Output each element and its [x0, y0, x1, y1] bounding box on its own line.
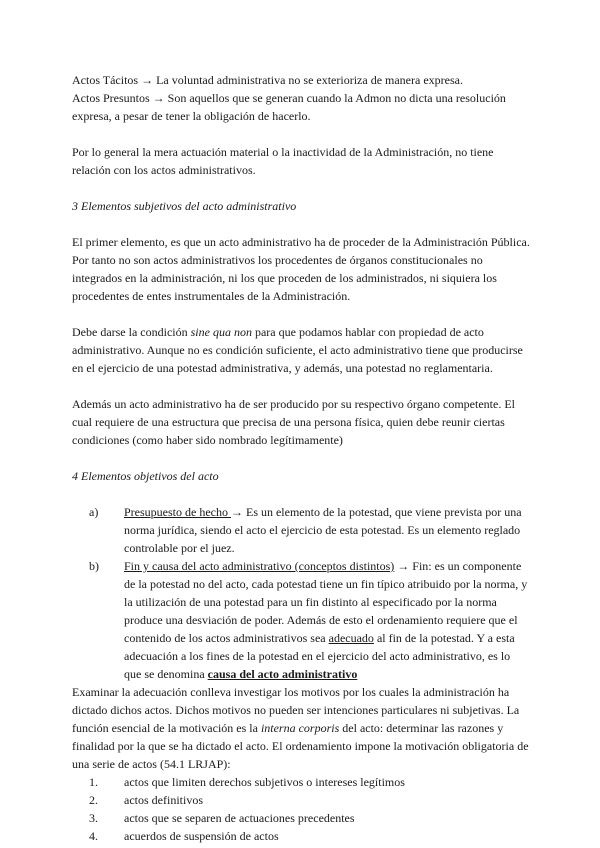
paragraph-adecuacion: Examinar la adecuación conlleva investigar los motivos por los cuales la administración ha dictado dichos actos. Dichos motivos no pueden ser intenciones particulares ni subjetivas. La función esencial de la motivación es la interna corporis del acto: determinar las razones y finalidad por la que se ha dictado el acto. El ordenamiento impone la motivación obligatoria de una serie de actos (54.1 LRJAP):	[72, 685, 529, 771]
term-presupuesto: Presupuesto de hecho	[124, 505, 231, 519]
list-marker: a)	[89, 505, 99, 519]
latin-phrase-interna: interna corporis	[260, 721, 340, 735]
list-item: 3. actos que se separen de actuaciones precedentes	[89, 811, 355, 825]
list-item: 4. acuerdos de suspensión de actos	[89, 829, 279, 843]
paragraph-actos-tacitos: Actos Tácitos → La voluntad administrativa no se exterioriza de manera expresa.	[72, 73, 463, 87]
paragraph-organo-competente: Además un acto administrativo ha de ser producido por su respectivo órgano competente. El cual requiere de una estructura que precisa de una persona física, quien debe reunir ciertas condiciones (como haber sido nombrado legítimamente)	[72, 397, 515, 447]
paragraph-primer-elemento: El primer elemento, es que un acto administrativo ha de proceder de la Administración Pública. Por tanto no son actos administrativos los procedentes de órganos constitucionales no integrados en la administración, ni los que proceden de los administrados, ni siquiera los procedentes de entes instrumentales de la Administración.	[72, 235, 530, 303]
list-item-b: b) Fin y causa del acto administrativo (conceptos distintos) → Fin: es un componente de la potestad no del acto, cada potestad tiene un fin típico atribuido por la norma, y la utilización de una potestad para un fin distinto al especificado por la norma produce una desviación de poder. Además de esto el ordenamiento requiere que el contenido de los actos administrativos sea adecuado al fin de la potestad. Y a esta adecuación a los fines de la potestad en el ejercicio del acto administrativo, es lo que se denomina causa del acto administrativo	[89, 559, 528, 681]
term-causa-acto: causa del acto administrativo	[207, 667, 358, 681]
list-marker: b)	[89, 559, 99, 573]
term-fin-causa: Fin y causa del acto administrativo (conceptos distintos)	[124, 559, 395, 573]
document-page	[72, 71, 530, 845]
list-item-a: a) Presupuesto de hecho → Es un elemento de la potestad, que viene prevista por una norma jurídica, siendo el acto el ejercicio de esta potestad. Es un elemento reglado controlable por el juez.	[89, 505, 522, 555]
section-heading-3: 3 Elementos subjetivos del acto administrativo	[72, 199, 297, 213]
latin-phrase: sine qua non	[190, 325, 252, 339]
term-adecuado: adecuado	[328, 631, 374, 645]
list-item: 1. actos que limiten derechos subjetivos o intereses legítimos	[89, 775, 405, 789]
paragraph-condicion: Debe darse la condición sine qua non para que podamos hablar con propiedad de acto administrativo. Aunque no es condición suficiente, el acto administrativo tiene que producirse en el ejercicio de una potestad administrativa, y además, una potestad no reglamentaria.	[72, 325, 523, 375]
paragraph-actuacion-material: Por lo general la mera actuación material o la inactividad de la Administración, no tiene relación con los actos administrativos.	[72, 145, 494, 177]
list-item: 2. actos definitivos	[89, 793, 203, 807]
section-heading-4: 4 Elementos objetivos del acto	[72, 469, 219, 483]
paragraph-actos-presuntos: Actos Presuntos → Son aquellos que se generan cuando la Admon no dicta una resolución expresa, a pesar de tener la obligación de hacerlo.	[72, 91, 506, 123]
lettered-list	[72, 503, 530, 683]
numbered-list	[72, 773, 530, 845]
